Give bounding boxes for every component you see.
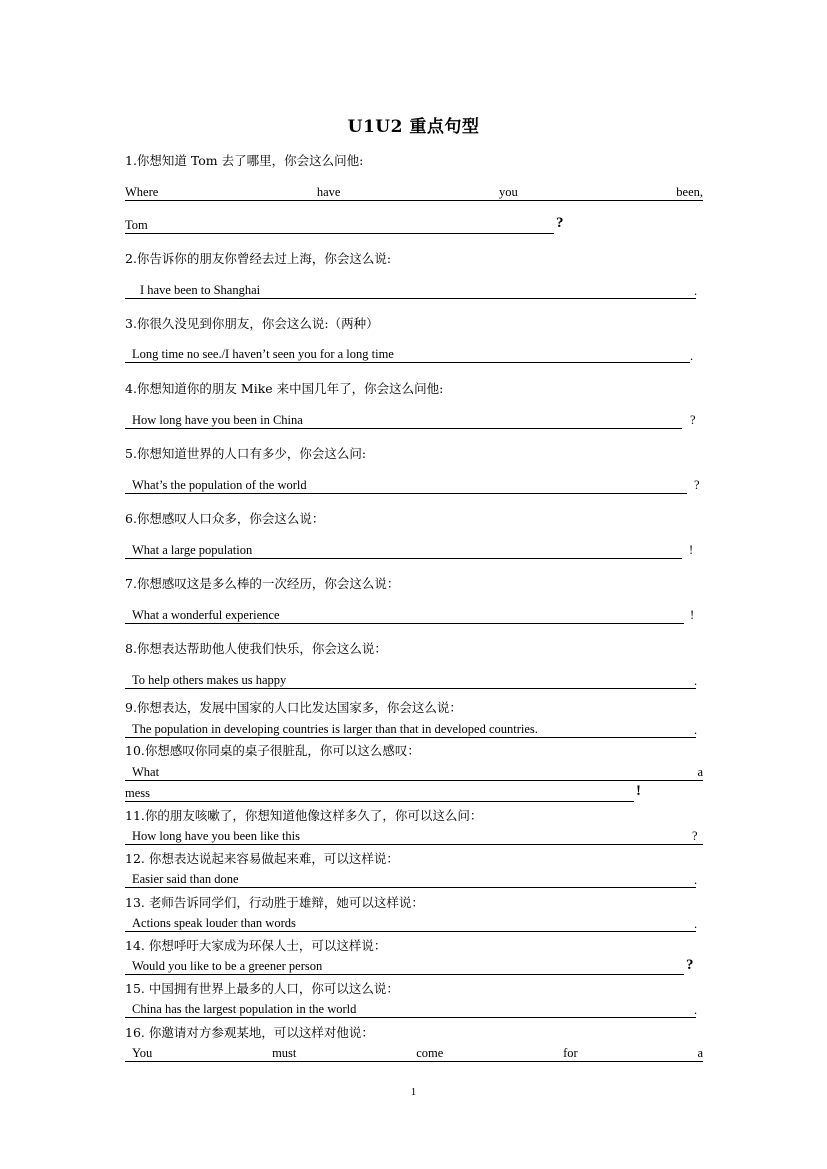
question-13: 13. 老师告诉同学们，行动胜于雄辩，她可以这样说： — [125, 895, 424, 910]
answer-end-4: ? — [690, 413, 696, 427]
answer-text: How long have you been in China — [132, 413, 303, 427]
answer-line-8 — [125, 672, 696, 689]
answer-line-5 — [125, 477, 687, 494]
answer-word: you — [498, 185, 518, 199]
answer-line-14 — [125, 958, 684, 975]
answer-end-8: . — [694, 674, 698, 688]
answer-line-13 — [125, 915, 696, 932]
question-12: 12. 你想表达说起来容易做起来难，可以这样说： — [125, 851, 399, 866]
page-title: U1U2 重点句型 — [347, 117, 480, 137]
answer-text: The population in developing countries is larger than that in developed countries. — [132, 722, 538, 736]
answer-word: have — [316, 185, 341, 199]
answer-text: Easier said than done — [132, 872, 239, 886]
answer-end-1: ? — [556, 215, 564, 231]
answer-line-16 — [125, 1045, 703, 1062]
question-2: 2.你告诉你的朋友你曾经去过上海，你会这么说: — [125, 251, 392, 266]
answer-text: How long have you been like this — [132, 829, 301, 843]
answer-text: Tom — [125, 218, 148, 232]
answer-text: What’s the population of the world — [132, 478, 307, 492]
answer-end-6: ! — [689, 543, 694, 557]
answer-end-13: . — [694, 917, 698, 931]
answer-line-1a — [125, 184, 703, 201]
answer-line-2 — [125, 282, 696, 299]
question-10: 10.你想感叹你同桌的桌子很脏乱，你可以这么感叹： — [125, 743, 420, 758]
answer-word: come — [416, 1046, 444, 1060]
answer-text: What a large population — [132, 543, 253, 557]
question-11: 11.你的朋友咳嗽了，你想知道他像这样多久了，你可以这么问： — [125, 808, 483, 823]
question-4: 4.你想知道你的朋友 Mike 来中国几年了，你会这么问他: — [125, 381, 444, 396]
answer-text: Long time no see./I haven’t seen you for a long time — [132, 347, 394, 361]
answer-text: To help others makes us happy — [132, 673, 287, 687]
answer-end-2: . — [694, 284, 698, 298]
answer-end-3: . — [690, 349, 694, 363]
page-number: 1 — [410, 1086, 417, 1098]
answer-word: You — [132, 1046, 153, 1060]
question-3: 3.你很久没见到你朋友，你会这么说:（两种） — [125, 316, 379, 331]
answer-end-5: ? — [694, 478, 700, 492]
answer-line-15 — [125, 1001, 696, 1018]
answer-word: been, — [676, 185, 703, 199]
answer-line-7 — [125, 607, 684, 624]
question-5: 5.你想知道世界的人口有多少，你会这么问: — [125, 446, 367, 461]
answer-line-12 — [125, 871, 696, 888]
answer-end-15: . — [694, 1003, 698, 1017]
answer-text: Actions speak louder than words — [132, 916, 296, 930]
answer-end-7: ! — [690, 608, 695, 622]
question-7: 7.你想感叹这是多么棒的一次经历，你会这么说： — [125, 576, 400, 591]
answer-word: must — [272, 1046, 297, 1060]
answer-end-9: . — [694, 723, 698, 737]
answer-end-11: ? — [692, 829, 698, 843]
answer-word: Where — [125, 185, 159, 199]
question-1: 1.你想知道 Tom 去了哪里，你会这么问他: — [125, 153, 364, 168]
question-15: 15. 中国拥有世界上最多的人口，你可以这么说： — [125, 981, 399, 996]
question-8: 8.你想表达帮助他人使我们快乐，你会这么说： — [125, 641, 387, 656]
question-14: 14. 你想呼吁大家成为环保人士，可以这样说： — [125, 938, 387, 953]
answer-word: for — [563, 1046, 578, 1060]
answer-word: What — [132, 765, 160, 779]
answer-text: What a wonderful experience — [132, 608, 280, 622]
answer-line-4 — [125, 412, 682, 429]
answer-line-10a — [125, 764, 703, 781]
answer-end-10: ! — [636, 783, 641, 799]
answer-word: a — [697, 765, 703, 779]
answer-line-10b — [125, 785, 634, 802]
question-9: 9.你想表达，发展中国家的人口比发达国家多，你会这么说： — [125, 700, 462, 715]
answer-text: China has the largest population in the world — [132, 1002, 357, 1016]
answer-word: a — [697, 1046, 703, 1060]
question-6: 6.你想感叹人口众多，你会这么说： — [125, 511, 325, 526]
answer-text: mess — [125, 786, 150, 800]
answer-end-12: . — [694, 873, 698, 887]
answer-line-6 — [125, 542, 682, 559]
question-16: 16. 你邀请对方参观某地，可以这样对他说： — [125, 1025, 374, 1040]
answer-text: I have been to Shanghai — [140, 283, 261, 297]
answer-line-1b — [125, 217, 554, 234]
answer-line-3 — [125, 346, 690, 363]
answer-end-14: ? — [686, 957, 694, 973]
answer-line-11 — [125, 828, 703, 845]
answer-text: Would you like to be a greener person — [132, 959, 323, 973]
answer-line-9 — [125, 721, 696, 738]
